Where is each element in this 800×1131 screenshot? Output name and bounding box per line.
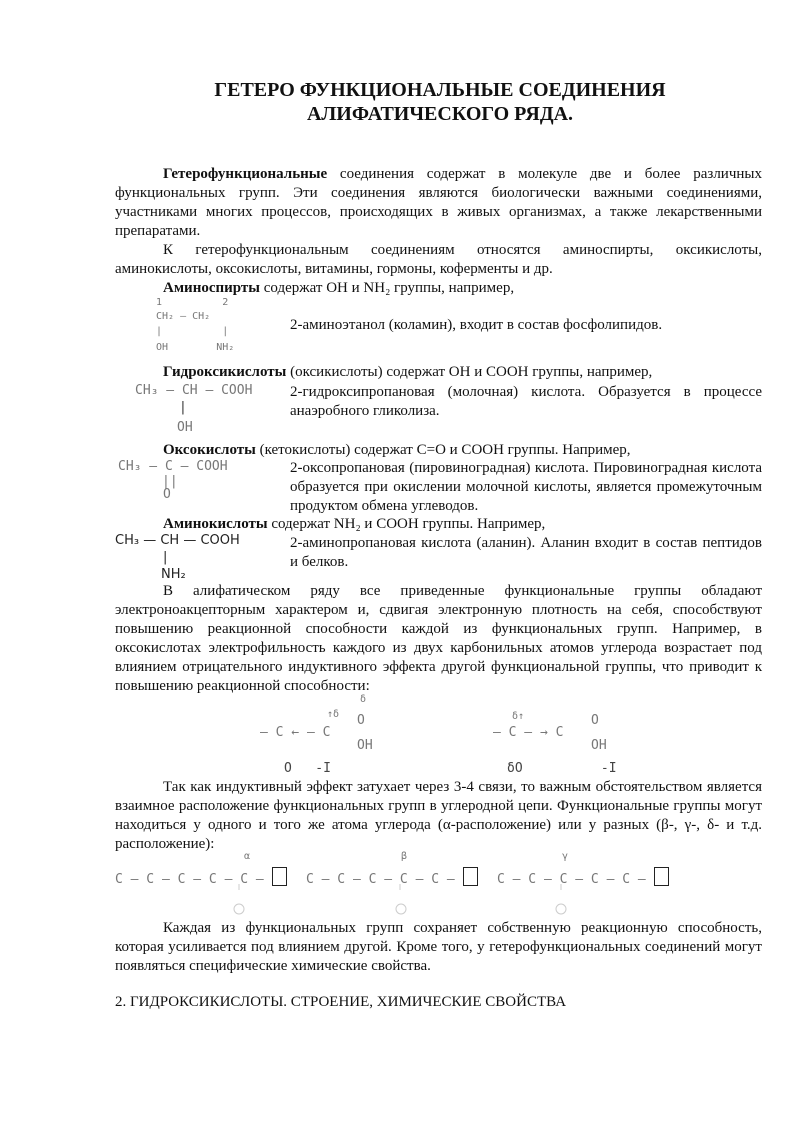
oxoacids-text: (кетокислоты) содержат C=O и COOH группы. Например, [255,442,631,458]
alpha-chain-text: C — C — C — C — C — [115,872,264,887]
intro-text: соединения содержат в молекуле две и более различных функциональных групп. Эти соединения являются биологически важными соединениями, участниками многих процессов, происходящих в живых организмах, а также лекарственными препаратами. [115,166,762,239]
page-title [100,78,780,126]
aminoacids-heading [115,515,762,534]
section-heading: 2. ГИДРОКСИКИСЛОТЫ. СТРОЕНИЕ, ХИМИЧЕСКИЕ СВОЙСТВА [115,994,567,1010]
hydroxyacids-text: (оксикислоты) содержат OH и COOH группы, например, [286,364,653,380]
beta-substituent-mark [396,904,406,914]
aminoacids-formula-tick: | [163,550,168,565]
scheme-left-bottom: O -I [284,761,331,776]
alpha-substituent-mark [234,904,244,914]
aminoalcohols-formula-numbers: 1 2 [156,297,229,308]
hydroxyacids-heading [115,363,762,382]
gamma-chain-text: C — C — C — C — C — [497,872,646,887]
scheme-right-oh: OH [591,738,607,753]
scheme-right-top: δ↑ [512,711,525,722]
aminoalcohols-description: 2-аминоэтанол (коламин), входит в состав фосфолипидов. [290,317,663,333]
electron-paragraph: В алифатическом ряду все приведенные функциональные группы обладают электроноакцепторным характером и, сдвигая электронную плотность на себя, способствуют повышению реакционной способности каждой из функциональных групп. Например, в оксокислотах электрофильность каждого из двух карбонильных атомов углерода возрастает под влиянием отрицательного индуктивного эффекта другой функциональной группы, что приводит к повышению реакционной способности: [115,583,762,694]
chain-substituent-marks [0,880,800,920]
aminoacids-formula-sub: NH₂ [161,567,186,582]
scheme-left-o: O [357,713,365,728]
title-line-2: АЛИФАТИЧЕСКОГО РЯДА. [306,103,574,125]
aminoacids-formula-main: CH₃ — CH — COOH [115,533,240,548]
hydroxyacids-formula-tick: | [179,400,187,415]
title-line-1: ГЕТЕРО ФУНКЦИОНАЛЬНЫЕ СОЕДИНЕНИЯ [214,79,666,101]
aminoalcohols-text: содержат OH и NH₂ группы, например, [260,280,515,296]
oxoacids-formula-sub: O [163,487,171,502]
closing-paragraph: Каждая из функциональных групп сохраняет собственную реакционную способность, которая усиливается под влиянием другой. Кроме того, у гетерофункциональных соединений могут появляться специфические химические свойства. [115,920,762,974]
aminoalcohols-formula-main: CH₂ — CH₂ [156,311,211,322]
hydroxyacids-formula-main: CH₃ — CH — COOH [135,383,253,398]
scheme-right-o: O [591,713,599,728]
intro-paragraph [115,165,762,241]
gamma-label: γ [562,851,569,862]
aminoalcohols-term: Аминоспирты [163,280,261,296]
scheme-left-delta: δ [360,694,367,705]
oxoacids-heading [115,441,762,460]
aminoacids-term: Аминокислоты [163,516,268,532]
alpha-label: α [244,851,251,862]
classes-paragraph: К гетерофункциональным соединениям относятся аминоспирты, оксикислоты, аминокислоты, оксокислоты, витамины, гормоны, коферменты и др. [115,242,762,277]
oxoacids-term: Оксокислоты [163,442,256,458]
beta-label: β [401,851,408,862]
beta-chain-text: C — C — C — C — C — [306,872,455,887]
hydroxyacids-description: 2-гидроксипропановая (молочная) кислота. Образуется в процессе анаэробного гликолиза. [290,384,762,419]
aminoacids-text: содержат NH₂ и COOH группы. Например, [267,516,546,532]
scheme-left-top: ↑δ [327,709,340,720]
aminoalcohols-heading [115,279,762,298]
position-paragraph: Так как индуктивный эффект затухает через 3-4 связи, то важным обстоятельством является взаимное расположение функциональных групп в углеродной цепи. Функциональные группы могут находиться у одного и того же атома углерода (α-расположение) или у разных (β-, γ-, δ- и т.д. расположение): [115,779,762,852]
scheme-right-main: — C — → C [493,725,564,740]
hydroxyacids-term: Гидроксикислоты [163,364,287,380]
oxoacids-description: 2-оксопропановая (пировиноградная) кислота. Пировиноградная кислота образуется при окислении молочной кислоты, является промежуточным продуктом обмена углеводов. [290,460,762,514]
oxoacids-formula-tick: || [162,474,178,489]
aminoacids-description: 2-аминопропановая кислота (аланин). Аланин входит в состав пептидов и белков. [290,535,762,570]
oxoacids-formula-main: CH₃ — C — COOH [118,459,228,474]
hydroxyacids-formula-sub: OH [177,420,193,435]
aminoalcohols-formula-ticks: | | [156,326,229,337]
aminoalcohols-formula-sub: OH NH₂ [156,342,235,353]
intro-term: Гетерофункциональные [163,166,328,182]
scheme-right-bottom: δO -I [507,761,617,776]
scheme-left-main: — C ← — C [260,725,331,740]
gamma-substituent-mark [556,904,566,914]
scheme-left-oh: OH [357,738,373,753]
